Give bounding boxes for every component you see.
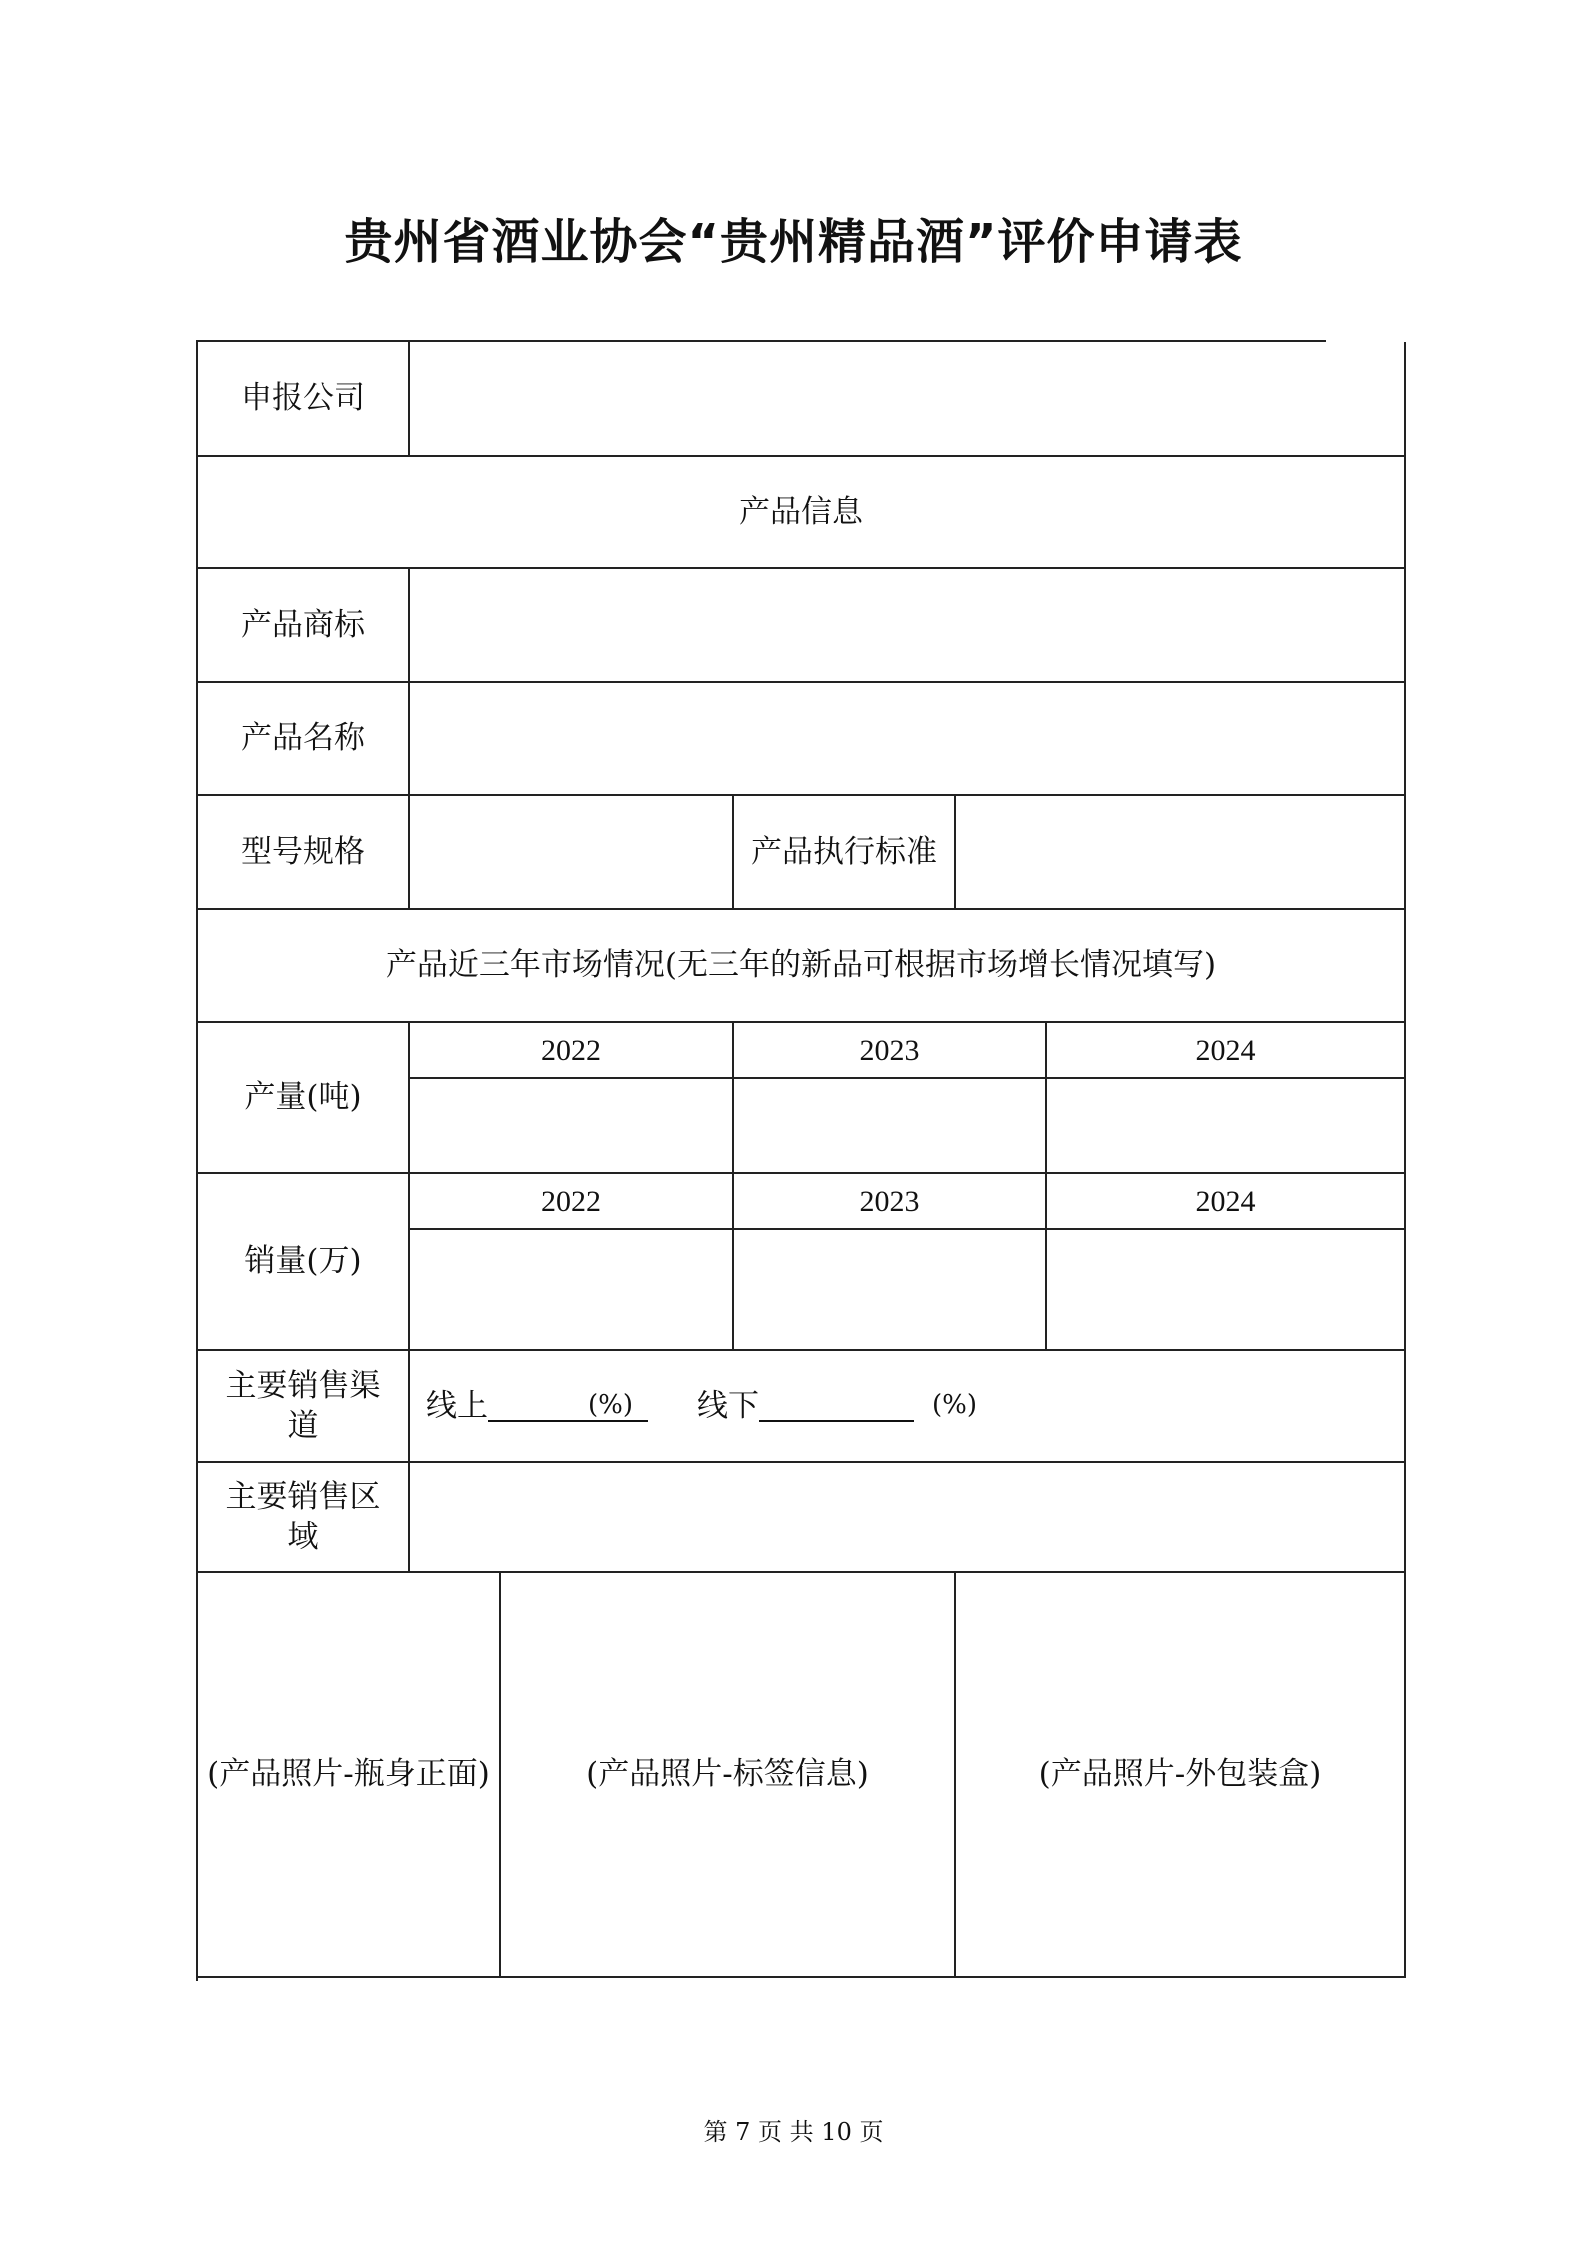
sales-2023-field[interactable] — [734, 1230, 1047, 1351]
trademark-field[interactable] — [410, 569, 1406, 683]
page-footer: 第 7 页 共 10 页 — [703, 2118, 884, 2146]
output-label: 产量(吨) — [198, 1023, 410, 1174]
product-name-field[interactable] — [410, 683, 1406, 796]
model-field[interactable] — [410, 796, 734, 910]
sales-year-2022: 2022 — [410, 1174, 734, 1230]
output-year-2024: 2024 — [1047, 1023, 1406, 1079]
market-header: 产品近三年市场情况(无三年的新品可根据市场增长情况填写) — [198, 910, 1406, 1023]
output-year-2022: 2022 — [410, 1023, 734, 1079]
product-info-header: 产品信息 — [198, 457, 1406, 569]
model-label: 型号规格 — [198, 796, 410, 910]
company-label: 申报公司 — [198, 342, 410, 457]
company-field[interactable] — [410, 342, 1406, 457]
channel-online-label: 线上 — [426, 1387, 488, 1424]
trademark-label: 产品商标 — [198, 569, 410, 683]
channel-offline-percent: (%) — [932, 1390, 977, 1421]
sales-2022-field[interactable] — [410, 1230, 734, 1351]
standard-label: 产品执行标准 — [734, 796, 956, 910]
output-2024-field[interactable] — [1047, 1079, 1406, 1174]
sales-label: 销量(万) — [198, 1174, 410, 1351]
sales-2024-field[interactable] — [1047, 1230, 1406, 1351]
output-year-2023: 2023 — [734, 1023, 1047, 1079]
channel-field — [410, 1351, 1406, 1463]
photo-label-slot[interactable]: (产品照片-标签信息) — [501, 1573, 956, 1978]
channel-offline-blank[interactable] — [759, 1390, 914, 1422]
photo-box-slot[interactable]: (产品照片-外包装盒) — [956, 1573, 1406, 1978]
region-field[interactable] — [410, 1463, 1406, 1573]
sales-year-2024: 2024 — [1047, 1174, 1406, 1230]
channel-offline-label: 线下 — [697, 1387, 759, 1424]
region-label: 主要销售区域 — [198, 1463, 410, 1573]
output-2022-field[interactable] — [410, 1079, 734, 1174]
channel-label: 主要销售渠道 — [198, 1351, 410, 1463]
photo-front-slot[interactable]: (产品照片-瓶身正面) — [198, 1573, 501, 1978]
sales-year-2023: 2023 — [734, 1174, 1047, 1230]
form-title: 贵州省酒业协会“贵州精品酒”评价申请表 — [344, 214, 1243, 270]
product-name-label: 产品名称 — [198, 683, 410, 796]
channel-online-percent: (%) — [588, 1390, 633, 1421]
application-form-table — [196, 340, 1326, 1981]
output-2023-field[interactable] — [734, 1079, 1047, 1174]
standard-field[interactable] — [956, 796, 1406, 910]
